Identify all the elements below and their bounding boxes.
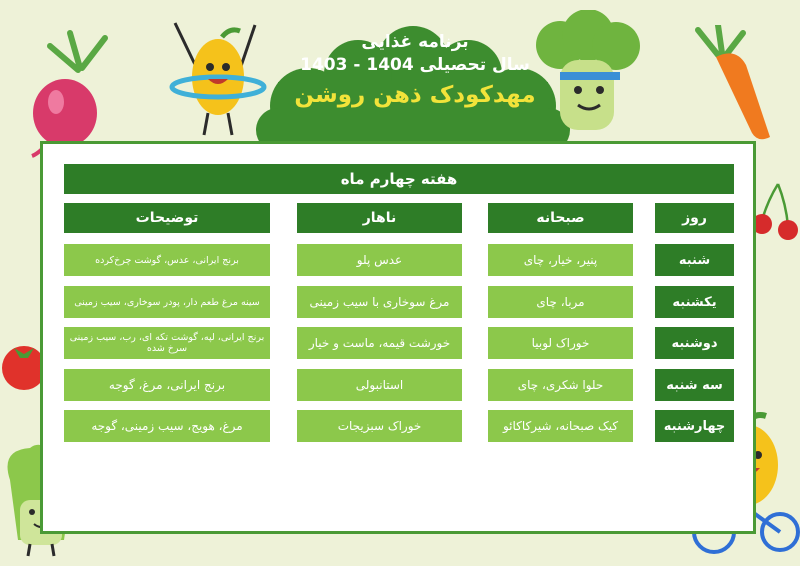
- carrot-illustration: [688, 25, 788, 145]
- row-5-breakfast: کیک صبحانه، شیرکاکائو: [488, 410, 633, 442]
- row-2-day: یکشنبه: [655, 286, 734, 318]
- header-notes: توضیحات: [64, 203, 270, 233]
- beet-illustration: [10, 28, 120, 158]
- row-2-breakfast: مربا، چای: [488, 286, 633, 318]
- header-lunch: ناهار: [297, 203, 462, 233]
- header-day: روز: [655, 203, 734, 233]
- broccoli-illustration: [520, 10, 650, 140]
- row-3-lunch: خورشت قیمه، ماست و خیار: [297, 327, 462, 359]
- row-2-notes: سینه مرغ طعم دار، پودر سوخاری، سیب زمینی: [64, 286, 270, 318]
- school-year: سال تحصیلی 1404 - 1403: [300, 55, 530, 75]
- row-1-notes: برنج ایرانی، عدس، گوشت چرخ‌کرده: [64, 244, 270, 276]
- mango-hula-illustration: [160, 15, 270, 140]
- row-4-lunch: استانبولی: [297, 369, 462, 401]
- row-1-lunch: عدس پلو: [297, 244, 462, 276]
- row-4-day: سه شنبه: [655, 369, 734, 401]
- row-3-day: دوشنبه: [655, 327, 734, 359]
- header-breakfast: صبحانه: [488, 203, 633, 233]
- row-5-day: چهارشنبه: [655, 410, 734, 442]
- row-4-breakfast: حلوا شکری، چای: [488, 369, 633, 401]
- row-1-breakfast: پنیر، خیار، چای: [488, 244, 633, 276]
- row-3-notes: برنج ایرانی، لپه، گوشت تکه ای، رب، سیب زمینی سرخ شده: [64, 327, 270, 359]
- week-title: هفته چهارم ماه: [64, 164, 734, 194]
- program-title: برنامه غذایی: [361, 32, 469, 52]
- row-4-notes: برنج ایرانی، مرغ، گوجه: [64, 369, 270, 401]
- row-5-notes: مرغ، هویج، سیب زمینی، گوجه: [64, 410, 270, 442]
- row-3-breakfast: خوراک لوبیا: [488, 327, 633, 359]
- row-5-lunch: خوراک سبزیجات: [297, 410, 462, 442]
- school-name: مهدکودک ذهن روشن: [294, 82, 536, 108]
- row-2-lunch: مرغ سوخاری با سیب زمینی: [297, 286, 462, 318]
- row-1-day: شنبه: [655, 244, 734, 276]
